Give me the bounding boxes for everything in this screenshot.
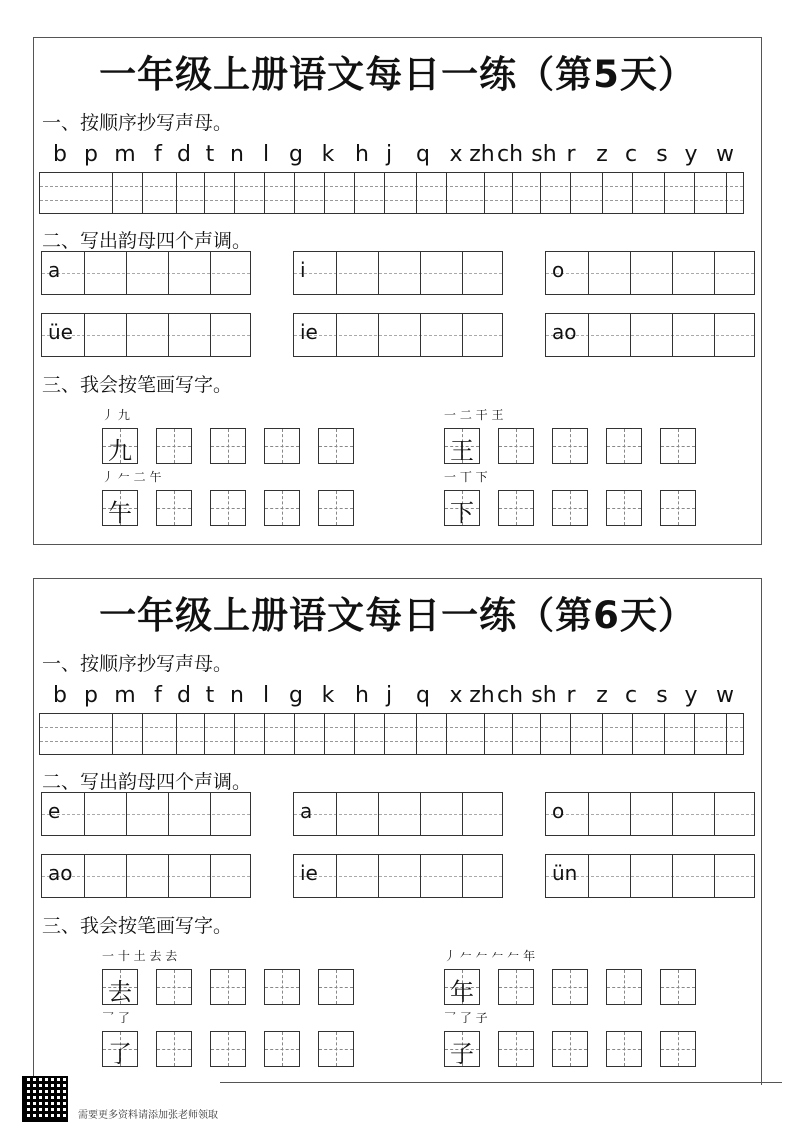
shengmu-letter: j <box>385 683 393 708</box>
shengmu-letter: sh <box>531 683 557 708</box>
tone-writing-box[interactable] <box>293 792 503 836</box>
model-character-box <box>102 969 138 1005</box>
tone-cell-divider <box>462 314 463 356</box>
grid-divider <box>512 173 513 213</box>
practice-box[interactable] <box>552 1031 588 1067</box>
grid-divider <box>664 714 665 754</box>
shengmu-letter: l <box>262 683 270 708</box>
shengmu-letter: x <box>449 142 463 167</box>
grid-divider <box>694 714 695 754</box>
yunmu-label: ao <box>552 320 577 344</box>
section-2-heading: 二、写出韵母四个声调。 <box>42 230 252 252</box>
section-3-heading: 三、我会按笔画写字。 <box>42 915 233 937</box>
yunmu-label: a <box>48 258 61 282</box>
model-character: 子 <box>450 1040 474 1068</box>
grid-divider <box>512 714 513 754</box>
tone-cell-divider <box>210 855 211 897</box>
grid-divider <box>234 173 235 213</box>
model-character-box <box>102 490 138 526</box>
tone-cell-divider <box>588 252 589 294</box>
practice-box[interactable] <box>156 428 192 464</box>
yunmu-label: o <box>552 258 565 282</box>
tone-cell-divider <box>168 252 169 294</box>
practice-box[interactable] <box>660 969 696 1005</box>
grid-guide-line <box>40 741 743 742</box>
section-1-heading: 一、按顺序抄写声母。 <box>42 112 233 134</box>
grid-divider <box>602 714 603 754</box>
tone-cell-divider <box>378 855 379 897</box>
grid-divider <box>446 173 447 213</box>
shengmu-row <box>34 683 761 713</box>
practice-box[interactable] <box>498 490 534 526</box>
stroke-order: 丿 九 <box>102 408 130 422</box>
shengmu-letter: q <box>416 683 430 708</box>
shengmu-letter: q <box>416 142 430 167</box>
tone-guide-line <box>546 814 754 815</box>
tone-guide-line <box>42 876 250 877</box>
grid-divider <box>142 714 143 754</box>
shengmu-letter: k <box>321 683 335 708</box>
model-character-box <box>444 969 480 1005</box>
tone-cell-divider <box>84 855 85 897</box>
tone-writing-box[interactable] <box>293 313 503 357</box>
shengmu-letter: c <box>624 683 638 708</box>
grid-divider <box>484 714 485 754</box>
practice-box[interactable] <box>318 428 354 464</box>
page-title: 一年级上册语文每日一练（第5天） <box>99 53 696 96</box>
footer <box>22 1076 782 1126</box>
tone-cell-divider <box>630 314 631 356</box>
worksheet-day5 <box>33 37 762 545</box>
tone-writing-box[interactable] <box>293 251 503 295</box>
shengmu-letter: g <box>289 683 303 708</box>
tone-cell-divider <box>336 793 337 835</box>
shengmu-letter: w <box>716 142 734 167</box>
grid-divider <box>204 714 205 754</box>
shengmu-letter: m <box>114 683 136 708</box>
practice-box[interactable] <box>498 1031 534 1067</box>
tone-cell-divider <box>336 314 337 356</box>
shengmu-letter: b <box>53 142 67 167</box>
stroke-order: 丿 𠂉 二 午 <box>102 470 162 484</box>
grid-divider <box>354 173 355 213</box>
tone-cell-divider <box>168 314 169 356</box>
grid-guide-line <box>40 727 743 728</box>
tone-cell-divider <box>714 793 715 835</box>
practice-box[interactable] <box>318 969 354 1005</box>
section-3-heading: 三、我会按笔画写字。 <box>42 374 233 396</box>
grid-divider <box>726 714 727 754</box>
shengmu-letter: b <box>53 683 67 708</box>
grid-divider <box>416 173 417 213</box>
tone-cell-divider <box>378 252 379 294</box>
stroke-order: 乛 了 <box>102 1011 130 1025</box>
tone-cell-divider <box>210 314 211 356</box>
practice-box[interactable] <box>498 428 534 464</box>
tone-cell-divider <box>420 252 421 294</box>
practice-box[interactable] <box>606 969 642 1005</box>
shengmu-letter: k <box>321 142 335 167</box>
tone-cell-divider <box>84 793 85 835</box>
shengmu-letter: n <box>230 683 244 708</box>
tone-cell-divider <box>672 793 673 835</box>
tone-writing-box[interactable] <box>293 854 503 898</box>
tone-guide-line <box>294 876 502 877</box>
tone-cell-divider <box>84 252 85 294</box>
yunmu-label: ao <box>48 861 73 885</box>
tone-cell-divider <box>336 252 337 294</box>
tone-writing-box[interactable] <box>545 251 755 295</box>
shengmu-letter: h <box>355 142 369 167</box>
model-character: 午 <box>108 499 132 527</box>
shengmu-letter: t <box>205 683 215 708</box>
grid-divider <box>632 714 633 754</box>
model-character: 王 <box>450 437 474 465</box>
stroke-order: 一 二 干 王 <box>444 408 504 422</box>
shengmu-letter: zh <box>469 683 495 708</box>
tone-cell-divider <box>630 855 631 897</box>
tone-cell-divider <box>126 314 127 356</box>
practice-box[interactable] <box>606 1031 642 1067</box>
grid-divider <box>540 173 541 213</box>
tone-writing-box[interactable] <box>41 313 251 357</box>
yunmu-label: i <box>300 258 306 282</box>
grid-divider <box>694 173 695 213</box>
practice-box[interactable] <box>660 428 696 464</box>
shengmu-letter: s <box>656 142 668 167</box>
footer-divider <box>220 1082 782 1083</box>
grid-divider <box>112 714 113 754</box>
grid-guide-line <box>40 200 743 201</box>
tone-cell-divider <box>462 793 463 835</box>
grid-divider <box>294 173 295 213</box>
practice-box[interactable] <box>660 490 696 526</box>
section-2-heading: 二、写出韵母四个声调。 <box>42 771 252 793</box>
shengmu-letter: t <box>205 142 215 167</box>
practice-box[interactable] <box>318 1031 354 1067</box>
grid-divider <box>264 173 265 213</box>
grid-divider <box>264 714 265 754</box>
yunmu-label: o <box>552 799 565 823</box>
qr-code-icon <box>22 1076 68 1122</box>
yunmu-label: ie <box>300 320 318 344</box>
tone-writing-box[interactable] <box>545 313 755 357</box>
worksheet-day6 <box>33 578 762 1085</box>
shengmu-letter: r <box>566 683 576 708</box>
shengmu-letter: zh <box>469 142 495 167</box>
stroke-order: 乛 了 子 <box>444 1011 488 1025</box>
shengmu-letter: r <box>566 142 576 167</box>
model-character: 去 <box>108 978 132 1006</box>
shengmu-letter: w <box>716 683 734 708</box>
tone-guide-line <box>546 273 754 274</box>
shengmu-letter: ch <box>496 142 524 167</box>
grid-divider <box>602 173 603 213</box>
shengmu-letter: sh <box>531 142 557 167</box>
tone-cell-divider <box>630 252 631 294</box>
tone-writing-box[interactable] <box>41 854 251 898</box>
footer-note: 需要更多资料请添加张老师领取 <box>78 1110 218 1121</box>
shengmu-letter: y <box>684 683 698 708</box>
shengmu-letter: f <box>154 683 162 708</box>
stroke-order: 一 丅 下 <box>444 470 488 484</box>
practice-box[interactable] <box>264 428 300 464</box>
grid-divider <box>384 173 385 213</box>
shengmu-row <box>34 142 761 172</box>
tone-writing-box[interactable] <box>545 854 755 898</box>
grid-divider <box>234 714 235 754</box>
stroke-order: 丿 𠂉 𠂉 𠂉 𠂉 年 <box>444 949 536 963</box>
shengmu-letter: s <box>656 683 668 708</box>
shengmu-letter: y <box>684 142 698 167</box>
page-title: 一年级上册语文每日一练（第6天） <box>99 594 696 637</box>
practice-box[interactable] <box>156 490 192 526</box>
yunmu-label: a <box>300 799 313 823</box>
grid-guide-line <box>40 186 743 187</box>
tone-cell-divider <box>378 793 379 835</box>
model-character: 了 <box>108 1040 132 1068</box>
section-1-heading: 一、按顺序抄写声母。 <box>42 653 233 675</box>
shengmu-letter: c <box>624 142 638 167</box>
model-character-box <box>444 428 480 464</box>
tone-cell-divider <box>420 793 421 835</box>
practice-box[interactable] <box>318 490 354 526</box>
tone-cell-divider <box>462 252 463 294</box>
grid-divider <box>632 173 633 213</box>
model-character: 九 <box>108 437 132 465</box>
tone-cell-divider <box>378 314 379 356</box>
practice-box[interactable] <box>552 490 588 526</box>
yunmu-label: ie <box>300 861 318 885</box>
practice-box[interactable] <box>552 969 588 1005</box>
shengmu-letter: z <box>596 683 608 708</box>
copy-writing-grid[interactable] <box>39 172 744 214</box>
shengmu-letter: g <box>289 142 303 167</box>
grid-divider <box>354 714 355 754</box>
tone-cell-divider <box>672 314 673 356</box>
stroke-order: 一 十 土 去 去 <box>102 949 178 963</box>
model-character-box <box>102 428 138 464</box>
yunmu-label: ün <box>552 861 578 885</box>
practice-box[interactable] <box>552 428 588 464</box>
tone-cell-divider <box>84 314 85 356</box>
grid-divider <box>664 173 665 213</box>
tone-guide-line <box>42 814 250 815</box>
model-character-box <box>102 1031 138 1067</box>
tone-cell-divider <box>672 855 673 897</box>
tone-cell-divider <box>462 855 463 897</box>
shengmu-letter: p <box>84 142 98 167</box>
grid-divider <box>540 714 541 754</box>
tone-guide-line <box>294 273 502 274</box>
shengmu-letter: p <box>84 683 98 708</box>
grid-divider <box>416 714 417 754</box>
model-character: 年 <box>450 978 474 1006</box>
tone-cell-divider <box>630 793 631 835</box>
model-character-box <box>444 1031 480 1067</box>
grid-divider <box>142 173 143 213</box>
yunmu-label: üe <box>48 320 73 344</box>
tone-writing-box[interactable] <box>41 792 251 836</box>
grid-divider <box>570 173 571 213</box>
model-character: 下 <box>450 499 474 527</box>
shengmu-letter: f <box>154 142 162 167</box>
shengmu-letter: d <box>177 142 191 167</box>
tone-writing-box[interactable] <box>545 792 755 836</box>
tone-cell-divider <box>336 855 337 897</box>
model-character-box <box>444 490 480 526</box>
shengmu-letter: ch <box>496 683 524 708</box>
shengmu-letter: l <box>262 142 270 167</box>
practice-box[interactable] <box>264 490 300 526</box>
tone-cell-divider <box>420 855 421 897</box>
practice-box[interactable] <box>210 428 246 464</box>
practice-box[interactable] <box>156 1031 192 1067</box>
grid-divider <box>570 714 571 754</box>
shengmu-letter: d <box>177 683 191 708</box>
shengmu-letter: h <box>355 683 369 708</box>
practice-box[interactable] <box>210 490 246 526</box>
tone-cell-divider <box>168 855 169 897</box>
shengmu-letter: z <box>596 142 608 167</box>
tone-cell-divider <box>126 793 127 835</box>
grid-divider <box>324 173 325 213</box>
grid-divider <box>324 714 325 754</box>
practice-box[interactable] <box>156 969 192 1005</box>
tone-cell-divider <box>714 314 715 356</box>
copy-writing-grid[interactable] <box>39 713 744 755</box>
tone-cell-divider <box>210 793 211 835</box>
grid-divider <box>484 173 485 213</box>
tone-writing-box[interactable] <box>41 251 251 295</box>
grid-divider <box>294 714 295 754</box>
tone-cell-divider <box>126 855 127 897</box>
tone-guide-line <box>294 335 502 336</box>
tone-cell-divider <box>588 314 589 356</box>
tone-guide-line <box>294 814 502 815</box>
tone-cell-divider <box>126 252 127 294</box>
tone-guide-line <box>42 335 250 336</box>
grid-divider <box>176 173 177 213</box>
grid-divider <box>446 714 447 754</box>
tone-cell-divider <box>588 793 589 835</box>
tone-guide-line <box>546 335 754 336</box>
yunmu-label: e <box>48 799 61 823</box>
practice-box[interactable] <box>210 969 246 1005</box>
grid-divider <box>384 714 385 754</box>
grid-divider <box>726 173 727 213</box>
tone-cell-divider <box>210 252 211 294</box>
shengmu-letter: m <box>114 142 136 167</box>
grid-divider <box>204 173 205 213</box>
practice-box[interactable] <box>210 1031 246 1067</box>
shengmu-letter: x <box>449 683 463 708</box>
tone-guide-line <box>42 273 250 274</box>
practice-box[interactable] <box>498 969 534 1005</box>
grid-divider <box>112 173 113 213</box>
tone-cell-divider <box>714 855 715 897</box>
tone-cell-divider <box>588 855 589 897</box>
practice-box[interactable] <box>264 969 300 1005</box>
tone-cell-divider <box>168 793 169 835</box>
tone-cell-divider <box>420 314 421 356</box>
tone-cell-divider <box>714 252 715 294</box>
practice-box[interactable] <box>606 490 642 526</box>
practice-box[interactable] <box>606 428 642 464</box>
practice-box[interactable] <box>660 1031 696 1067</box>
shengmu-letter: j <box>385 142 393 167</box>
grid-divider <box>176 714 177 754</box>
shengmu-letter: n <box>230 142 244 167</box>
practice-box[interactable] <box>264 1031 300 1067</box>
tone-cell-divider <box>672 252 673 294</box>
